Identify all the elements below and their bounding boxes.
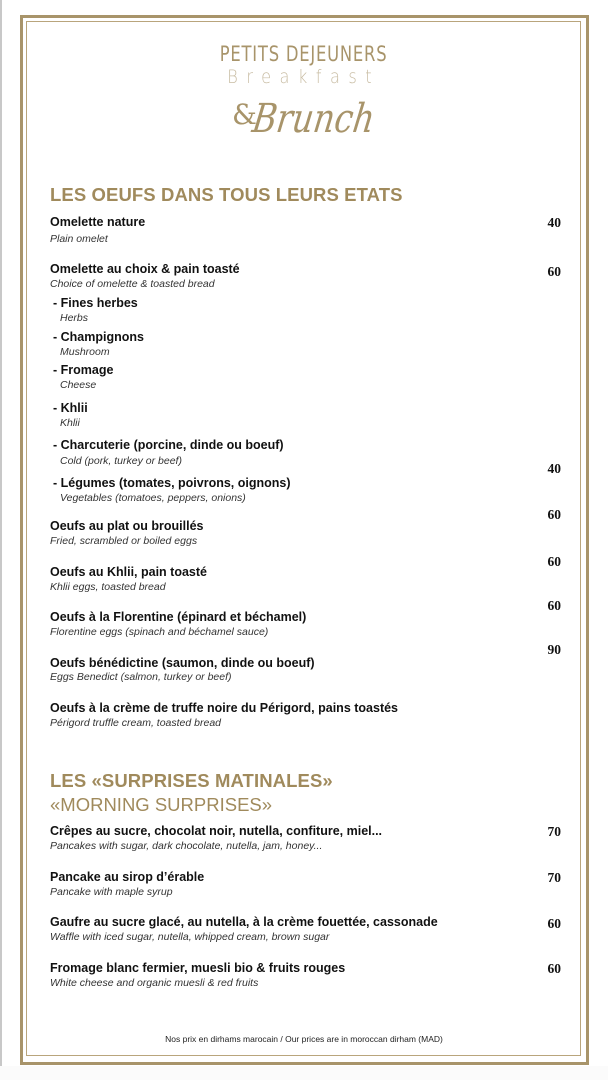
menu-item-name: Oeufs à la crème de truffe noire du Périgord, pains toastés — [50, 701, 399, 715]
menu-item-desc: Choice of omelette & toasted bread — [50, 278, 215, 290]
menu-item-price: 70 — [547, 824, 561, 839]
logo-title: PETITS DEJEUNERS — [219, 42, 388, 66]
footer-note: Nos prix en dirhams marocain / Our prices are in moroccan dirham (MAD) — [165, 1034, 443, 1044]
menu-item-desc: Pancakes with sugar, dark chocolate, nutella, jam, honey... — [50, 840, 323, 852]
menu-item-price: 60 — [547, 598, 561, 613]
menu-item-price: 40 — [547, 215, 561, 230]
menu-subitem-desc: Cold (pork, turkey or beef) — [60, 455, 182, 467]
menu-item-name: Oeufs au Khlii, pain toasté — [50, 565, 207, 579]
logo-ampersand: & — [232, 98, 257, 131]
menu-item-name: Gaufre au sucre glacé, au nutella, à la crème fouettée, cassonade — [50, 915, 438, 929]
logo-subtitle: Breakfast — [227, 66, 381, 88]
menu-item-name: Omelette au choix & pain toasté — [50, 262, 240, 276]
menu-item-price: 40 — [547, 461, 561, 476]
menu-item-price: 60 — [547, 554, 561, 569]
menu-item-price: 60 — [547, 264, 561, 279]
menu-item-price: 60 — [547, 916, 561, 931]
menu-subitem-desc: Herbs — [60, 312, 89, 324]
menu-item-desc: Khlii eggs, toasted bread — [50, 581, 166, 593]
menu-item-desc: Pancake with maple syrup — [50, 886, 173, 898]
page-edge — [0, 0, 2, 1080]
menu-subitem-name: - Fines herbes — [53, 296, 138, 310]
menu-item-desc: Plain omelet — [50, 233, 108, 245]
menu-item-name: Oeufs à la Florentine (épinard et béchamel) — [50, 610, 307, 624]
menu-subitem-desc: Mushroom — [60, 346, 110, 358]
menu-item-name: Omelette nature — [50, 215, 146, 229]
section-title-morning: LES «SURPRISES MATINALES» — [50, 770, 333, 791]
menu-subitem-name: - Fromage — [53, 363, 114, 377]
section-title-eggs: LES OEUFS DANS TOUS LEURS ETATS — [50, 184, 403, 205]
menu-item-desc: Eggs Benedict (salmon, turkey or beef) — [50, 671, 232, 683]
menu-item-name: Crêpes au sucre, chocolat noir, nutella, confiture, miel... — [50, 824, 383, 838]
menu-subitem-name: - Champignons — [53, 330, 144, 344]
menu-item-price: 60 — [547, 961, 561, 976]
menu-item-desc: Florentine eggs (spinach and béchamel sauce) — [50, 626, 269, 638]
page-bottom-strip — [0, 1066, 608, 1080]
menu-item-desc: White cheese and organic muesli & red fruits — [50, 977, 259, 989]
menu-subitem-desc: Khlii — [60, 417, 80, 429]
menu-item-desc: Périgord truffle cream, toasted bread — [50, 717, 222, 729]
menu-item-desc: Waffle with iced sugar, nutella, whipped cream, brown sugar — [50, 931, 330, 943]
menu-item-name: Oeufs bénédictine (saumon, dinde ou boeuf) — [50, 656, 315, 670]
menu-item-price: 70 — [547, 870, 561, 885]
menu-subitem-desc: Vegetables (tomatoes, peppers, onions) — [60, 492, 246, 504]
menu-item-name: Oeufs au plat ou brouillés — [50, 519, 204, 533]
menu-subitem-name: - Charcuterie (porcine, dinde ou boeuf) — [53, 438, 284, 452]
menu-subitem-desc: Cheese — [60, 379, 97, 391]
menu-item-price: 60 — [547, 507, 561, 522]
section-subtitle-morning: «MORNING SURPRISES» — [50, 794, 273, 815]
logo-brunch: Brunch — [249, 96, 378, 142]
menu-item-price: 90 — [547, 642, 561, 657]
menu-subitem-name: - Légumes (tomates, poivrons, oignons) — [53, 476, 291, 490]
menu-item-name: Fromage blanc fermier, muesli bio & fruits rouges — [50, 961, 346, 975]
menu-item-desc: Fried, scrambled or boiled eggs — [50, 535, 198, 547]
menu-item-name: Pancake au sirop d’érable — [50, 870, 205, 884]
menu-subitem-name: - Khlii — [53, 401, 88, 415]
